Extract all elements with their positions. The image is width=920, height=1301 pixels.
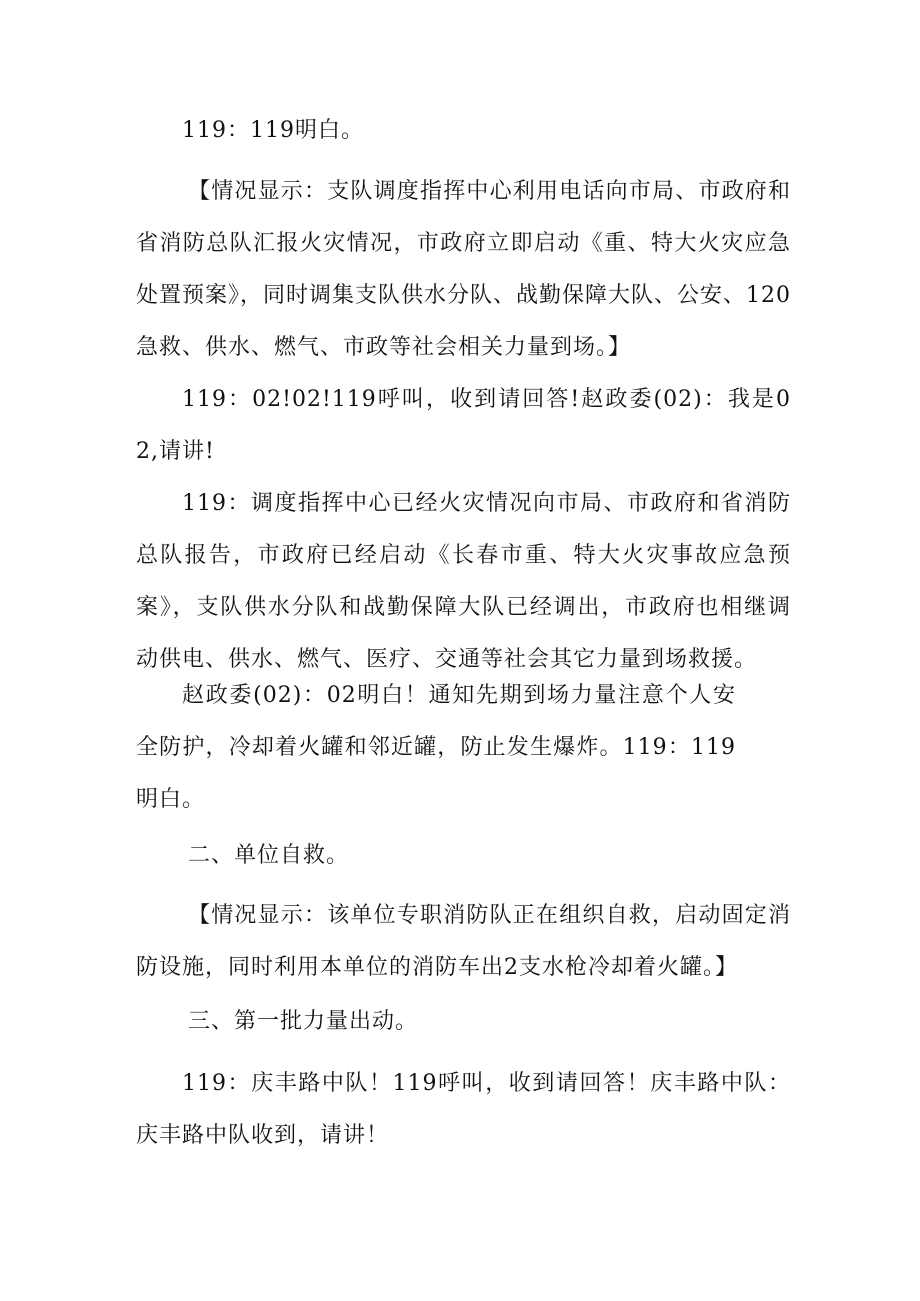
- paragraph-qingfeng-call: 119：庆丰路中队！119呼叫，收到请回答！庆丰路中队：庆丰路中队收到，请讲！: [136, 1071, 791, 1148]
- paragraph-commissar-order: 赵政委(02)：02明白！通知先期到场力量注意个人安全防护，冷却着火罐和邻近罐，防止发生爆炸。119：119明白。: [136, 683, 736, 812]
- section-heading-self-rescue: 二、单位自救。: [188, 843, 350, 868]
- paragraph-119-ack: 119：119明白。: [182, 118, 364, 143]
- paragraph-situation-report: 【情况显示：支队调度指挥中心利用电话向市局、市政府和省消防总队汇报火灾情况，市政府立即启动《重、特大火灾应急处置预案》，同时调集支队供水分队、战勤保障大队、公安、120急救、供水、燃气、市政等社会相关力量到场。】: [136, 179, 791, 360]
- paragraph-call-02: 119：02!02!119呼叫，收到请回答!赵政委(02)：我是02,请讲!: [136, 387, 791, 464]
- paragraph-self-rescue-situation: 【情况显示：该单位专职消防队正在组织自救，启动固定消防设施，同时利用本单位的消防车出2支水枪冷却着火罐。】: [136, 903, 791, 980]
- section-heading-first-dispatch: 三、第一批力量出动。: [188, 1009, 419, 1034]
- paragraph-dispatch-report: 119：调度指挥中心已经火灾情况向市局、市政府和省消防总队报告，市政府已经启动《长春市重、特大火灾事故应急预案》，支队供水分队和战勤保障大队已经调出，市政府也相继调动供电、供水、燃气、医疗、交通等社会其它力量到场救援。: [136, 491, 791, 672]
